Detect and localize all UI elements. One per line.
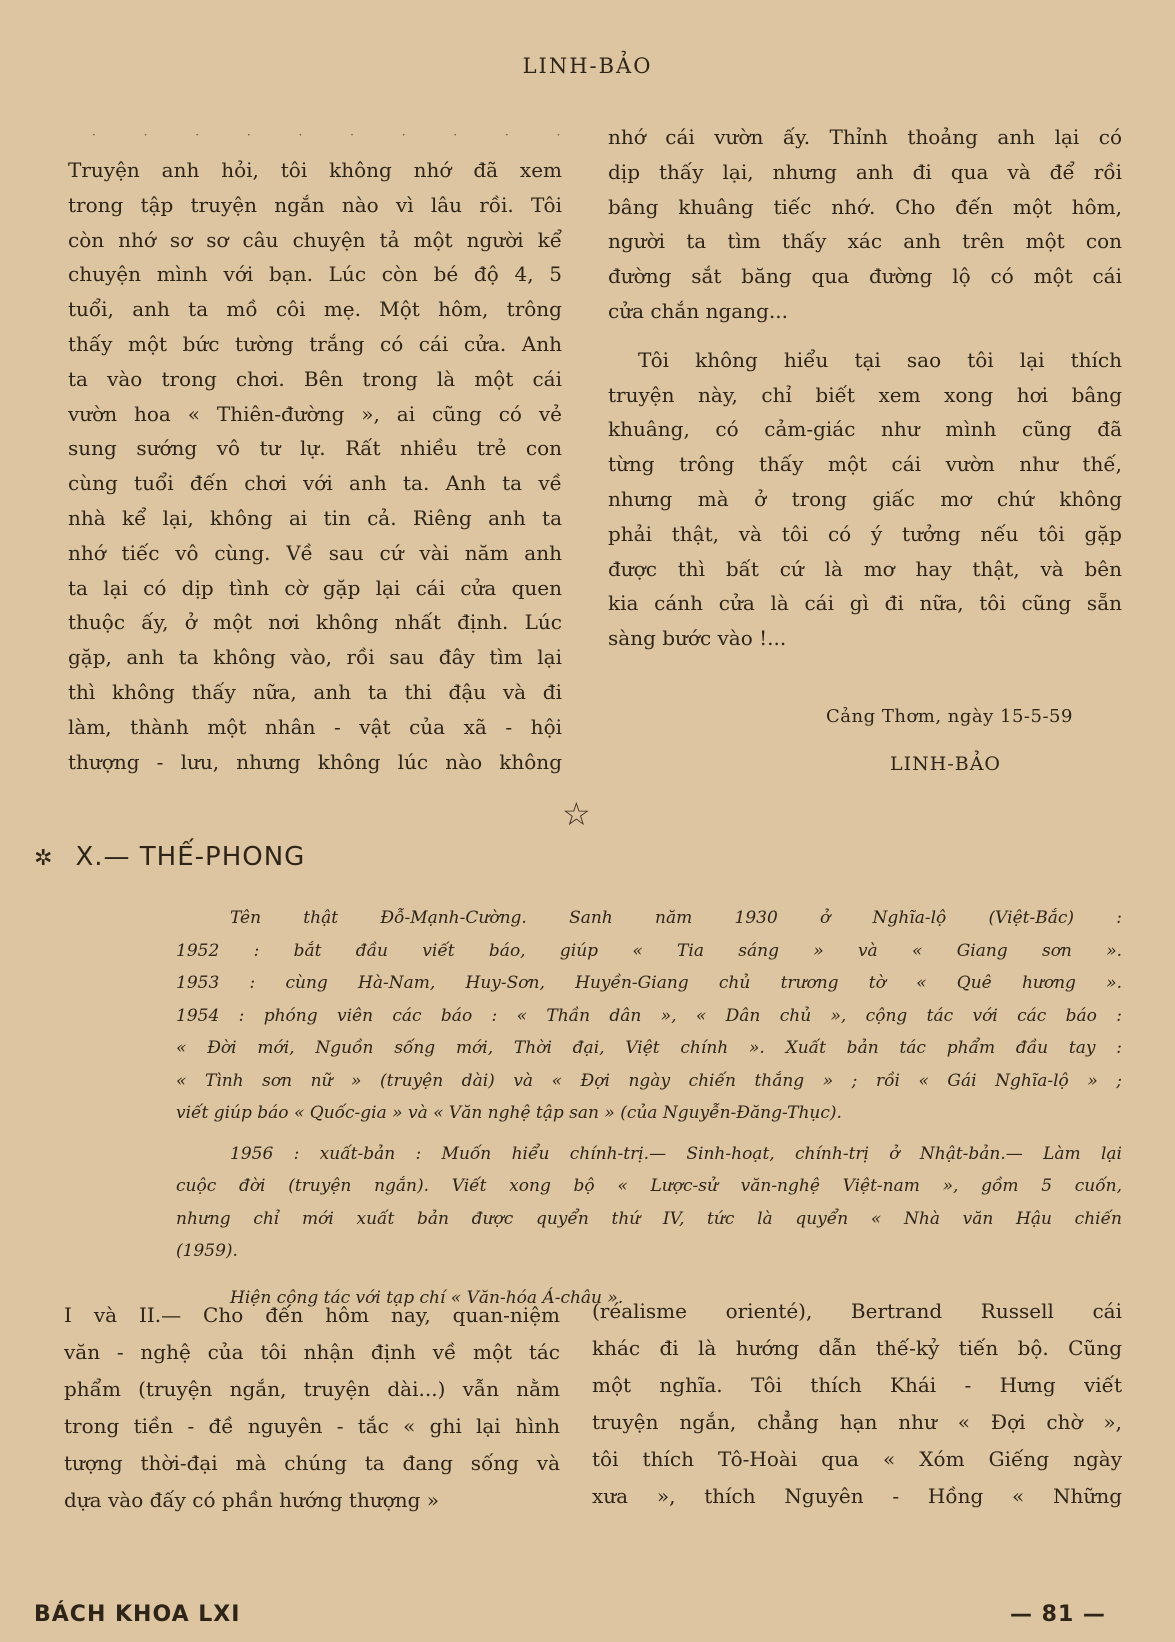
bio-line: « Đời mới, Nguồn sống mới, Thời đại, Việt chính ». Xuất bản tác phẩm đầu tay : xyxy=(176,1038,1122,1058)
footer-magazine-issue: BÁCH KHOA LXI xyxy=(34,1602,241,1627)
story-line: nhà kể lại, không ai tin cả. Riêng anh ta xyxy=(68,505,562,530)
story-line: Tôi không hiểu tại sao tôi lại thích xyxy=(638,347,1122,372)
bio-line: 1952 : bắt đầu viết báo, giúp « Tia sáng » và « Giang sơn ». xyxy=(176,940,1122,961)
essay-line: dựa vào đấy có phần hướng thượng » xyxy=(64,1488,440,1512)
story-line: trong tập truyện ngắn nào vì lâu rồi. Tôi xyxy=(68,192,562,217)
story-line: Truyện anh hỏi, tôi không nhớ đã xem xyxy=(68,158,562,182)
running-head: LINH-BẢO xyxy=(522,54,653,78)
story-line: ta lại có dịp tình cờ gặp lại cái cửa quen xyxy=(68,575,562,600)
story-line: thì không thấy nữa, anh ta thi đậu và đi xyxy=(68,679,562,704)
signoff-author: LINH-BẢO xyxy=(890,753,1001,775)
signoff-date: Cảng Thơm, ngày 15-5-59 xyxy=(826,706,1073,727)
essay-line: tượng thời-đại mà chúng ta đang sống và xyxy=(64,1451,560,1475)
bio-line: 1953 : cùng Hà-Nam, Huy-Sơn, Huyền-Giang chủ trương tờ « Quê hương ». xyxy=(176,973,1122,993)
bio-line: viết giúp báo « Quốc-gia » và « Văn nghệ tập san » (của Nguyễn-Đăng-Thục). xyxy=(176,1103,842,1123)
story-column-right xyxy=(608,120,1122,656)
bio-line: Tên thật Đỗ-Mạnh-Cường. Sanh năm 1930 ở Nghĩa-lộ (Việt-Bắc) : xyxy=(230,908,1122,928)
story-line: phải thật, và tôi có ý tưởng nếu tôi gặp xyxy=(608,521,1122,546)
story-line: cùng tuổi đến chơi với anh ta. Anh ta về xyxy=(68,471,562,496)
bio-line: 1956 : xuất-bản : Muốn hiểu chính-trị.— Sinh-hoạt, chính-trị ở Nhật-bản.— Làm lại xyxy=(230,1143,1122,1164)
story-line: ta vào trong chơi. Bên trong là một cái xyxy=(68,366,562,391)
story-line: chuyện mình với bạn. Lúc còn bé độ 4, 5 xyxy=(68,262,562,287)
story-line: nhưng mà ở trong giấc mơ chứ không xyxy=(608,486,1122,511)
story-paragraph-right-1 xyxy=(608,120,1122,329)
bio-line: « Tình sơn nữ » (truyện dài) và « Đợi ngày chiến thắng » ; rồi « Gái Nghĩa-lộ » ; xyxy=(176,1070,1122,1091)
story-line: vườn hoa « Thiên-đường », ai cũng có vẻ xyxy=(68,401,562,426)
story-line: từng trông thấy một cái vườn như thế, xyxy=(608,452,1122,477)
story-line: truyện này, chỉ biết xem xong hơi bâng xyxy=(608,382,1122,407)
essay-line: tôi thích Tô-Hoài qua « Xóm Giếng ngày xyxy=(592,1447,1122,1471)
star-separator-icon: ☆ xyxy=(562,795,591,833)
author-biography xyxy=(176,902,1122,1314)
section-heading xyxy=(34,842,305,872)
essay-line: khác đi là hướng dẫn thế-kỷ tiến bộ. Cũng xyxy=(592,1336,1122,1360)
story-paragraph-left xyxy=(68,153,562,779)
ornamental-dots: · · · · · · · · · · xyxy=(92,128,583,142)
essay-line: truyện ngắn, chẳng hạn như « Đợi chờ », xyxy=(592,1410,1122,1434)
story-line: khuâng, có cảm-giác như mình cũng đã xyxy=(608,417,1122,442)
story-line: kia cánh cửa là cái gì đi nữa, tôi cũng sẵn xyxy=(608,591,1122,616)
story-paragraph-right-2 xyxy=(608,343,1122,656)
essay-line: văn - nghệ của tôi nhận định về một tác xyxy=(64,1340,560,1364)
story-line: gặp, anh ta không vào, rồi sau đây tìm lại xyxy=(68,645,562,670)
bio-line: (1959). xyxy=(176,1241,238,1261)
essay-line: phẩm (truyện ngắn, truyện dài...) vẫn nằm xyxy=(64,1377,560,1401)
story-column-left xyxy=(68,153,562,779)
essay-column-left xyxy=(64,1297,560,1519)
section-title: X.— THẾ-PHONG xyxy=(75,842,306,872)
bio-line: 1954 : phóng viên các báo : « Thần dân », « Dân chủ », cộng tác với các báo : xyxy=(176,1005,1122,1026)
bio-line: nhưng chỉ mới xuất bản được quyển thứ IV, tức là quyển « Nhà văn Hậu chiến xyxy=(176,1208,1122,1229)
essay-paragraph-right xyxy=(592,1293,1122,1515)
story-line: thấy một bức tường trắng có cái cửa. Anh xyxy=(68,331,562,356)
story-line: nhớ cái vườn ấy. Thỉnh thoảng anh lại có xyxy=(608,125,1122,149)
essay-line: I và II.— Cho đến hôm nay, quan-niệm xyxy=(64,1303,560,1327)
story-line: thượng - lưu, nhưng không lúc nào không xyxy=(68,749,562,774)
story-line: sung sướng vô tư lự. Rất nhiều trẻ con xyxy=(68,436,562,461)
essay-line: trong tiền - đề nguyên - tắc « ghi lại hình xyxy=(64,1414,560,1438)
story-line: được thì bất cứ là mơ hay thật, và bên xyxy=(608,556,1122,581)
essay-column-right xyxy=(592,1293,1122,1515)
bio-current: Hiện cộng tác với tạp chí « Văn-hóa Á-châu ». xyxy=(230,1287,624,1308)
asterisk-ornament-icon: ✲ xyxy=(34,846,54,871)
story-line: còn nhớ sơ sơ câu chuyện tả một người kể xyxy=(68,227,562,252)
essay-line: một nghĩa. Tôi thích Khái - Hưng viết xyxy=(592,1373,1122,1397)
story-line: dịp thấy lại, nhưng anh đi qua và để rồi xyxy=(608,159,1122,184)
story-line: bâng khuâng tiếc nhớ. Cho đến một hôm, xyxy=(608,194,1122,219)
story-line: thuộc ấy, ở một nơi không nhất định. Lúc xyxy=(68,610,562,635)
essay-line: xưa », thích Nguyên - Hồng « Những xyxy=(592,1484,1122,1508)
bio-line: cuộc đời (truyện ngắn). Viết xong bộ « Lược-sử văn-nghệ Việt-nam », gồm 5 cuốn, xyxy=(176,1176,1122,1196)
story-line: làm, thành một nhân - vật của xã - hội xyxy=(68,714,562,739)
essay-line: (réalisme orienté), Bertrand Russell cái xyxy=(592,1299,1122,1323)
story-line: người ta tìm thấy xác anh trên một con xyxy=(608,229,1122,254)
story-line: cửa chắn ngang... xyxy=(608,298,788,323)
essay-paragraph-left xyxy=(64,1297,560,1519)
story-line: nhớ tiếc vô cùng. Về sau cứ vài năm anh xyxy=(68,540,562,565)
story-line: đường sắt băng qua đường lộ có một cái xyxy=(608,264,1122,289)
bio-1956 xyxy=(176,1138,1122,1268)
story-line: sàng bước vào !... xyxy=(608,626,787,651)
bio-early-works xyxy=(176,902,1122,1130)
footer-page-number: — 81 — xyxy=(1010,1602,1106,1627)
story-line: tuổi, anh ta mồ côi mẹ. Một hôm, trông xyxy=(68,297,562,322)
